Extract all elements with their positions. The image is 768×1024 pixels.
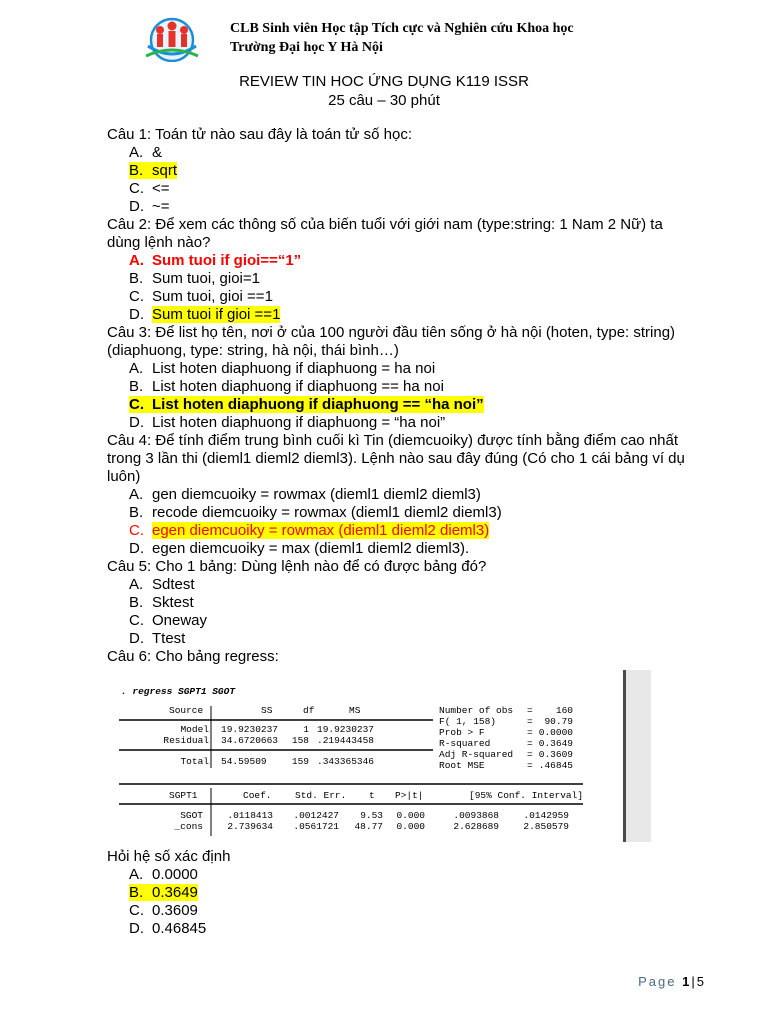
stat-value: 0.0000: [538, 727, 573, 738]
anova-cell: 159: [291, 756, 309, 767]
option-c: C. <=: [129, 180, 170, 197]
option-a-marked: A. Sum tuoi if gioi==“1”: [129, 252, 302, 269]
stat-eq: =: [527, 727, 533, 738]
coef-cell: 2.628689: [453, 821, 499, 832]
option-c-answer: C. egen diemcuoiky = rowmax (dieml1 dieml2 dieml3): [129, 522, 490, 539]
club-logo-icon: [138, 16, 206, 62]
stat-eq: =: [527, 716, 533, 727]
coef-cell: .0118413: [227, 810, 273, 821]
stat-value: 90.79: [544, 716, 573, 727]
stat-label: Root MSE: [439, 760, 485, 771]
anova-row-label: Total: [180, 756, 209, 767]
page-header: [138, 14, 638, 62]
option-b-answer: B. sqrt: [129, 162, 178, 179]
coef-cell: 2.739634: [227, 821, 273, 832]
stat-label: R-squared: [439, 738, 491, 749]
coef-header: Std. Err.: [295, 790, 347, 801]
option-c: C. Oneway: [129, 612, 208, 629]
coef-header: P>|t|: [395, 790, 424, 801]
coef-cell: 9.53: [360, 810, 383, 821]
stat-eq: =: [527, 749, 533, 760]
document-title: [0, 72, 768, 110]
coef-cell: 2.850579: [523, 821, 569, 832]
coef-cell: 48.77: [354, 821, 383, 832]
option-d: D. List hoten diaphuong if diaphuong = “ha noi”: [129, 414, 446, 431]
option-b: B. recode diemcuoiky = rowmax (dieml1 dieml2 dieml3): [129, 504, 502, 521]
question-stem: Câu 2: Để xem các thông số của biến tuổi với giới nam (type:string: 1 Nam 2 Nữ) ta dùng lệnh nào?: [107, 216, 663, 251]
option-d: D. 0.46845: [129, 920, 207, 937]
option-a: A. List hoten diaphuong if diaphuong = ha noi: [129, 360, 436, 377]
anova-row-label: Residual: [163, 735, 209, 746]
question-6: [107, 648, 687, 938]
question-4: [107, 432, 687, 558]
option-a: A. &: [129, 144, 163, 161]
page-number: 1: [682, 974, 690, 989]
option-c-answer: C. List hoten diaphuong if diaphuong == “ha noi”: [129, 396, 484, 413]
coef-cell: .0093868: [453, 810, 499, 821]
anova-header-ms: MS: [349, 705, 361, 716]
page-footer: [638, 973, 704, 991]
anova-row-label: Model: [180, 724, 209, 735]
question-3: [107, 324, 687, 432]
question-5: [107, 558, 687, 648]
page-total: 5: [696, 974, 704, 989]
anova-cell: 19.9230237: [317, 724, 375, 735]
coef-cell: 0.000: [396, 821, 425, 832]
coef-row-label: _cons: [174, 821, 203, 832]
question-2: [107, 216, 687, 324]
question-stem: Câu 4: Để tính điểm trung bình cuối kì Tin (diemcuoiky) được tính bằng điểm cao nhất trong 3 lần thi (dieml1 dieml2 dieml3). Lệnh nào sau đây đúng (Có cho 1 cái bảng ví dụ luôn): [107, 432, 685, 485]
page-label: Page: [638, 974, 677, 989]
anova-cell: 54.59509: [221, 756, 267, 767]
coef-cell: 0.000: [396, 810, 425, 821]
anova-cell: 158: [291, 735, 309, 746]
university-name: Trường Đại học Y Hà Nội: [230, 40, 383, 55]
option-d: D. ~=: [129, 198, 170, 215]
question-6-followup-stem: Hỏi hệ số xác định: [107, 848, 231, 865]
question-stem: Câu 1: Toán tử nào sau đây là toán tử số học:: [107, 126, 413, 143]
anova-cell: .343365346: [317, 756, 375, 767]
anova-header-source: Source: [169, 705, 204, 716]
title-line-2: 25 câu – 30 phút: [328, 92, 440, 109]
stat-label: Number of obs: [439, 705, 514, 716]
option-b: B. List hoten diaphuong if diaphuong == ha noi: [129, 378, 444, 395]
anova-cell: 19.9230237: [221, 724, 279, 735]
coef-header: t: [369, 790, 375, 801]
question-stem: Câu 5: Cho 1 bảng: Dùng lệnh nào để có được bảng đó?: [107, 558, 487, 575]
stat-value: .46845: [538, 760, 573, 771]
option-c: C. Sum tuoi, gioi ==1: [129, 288, 273, 305]
question-stem: Câu 3: Để list họ tên, nơi ở của 100 người đầu tiên sống ở hà nội (hoten, type: string) (diaphuong, type: string, hà nội, thái bình…): [107, 324, 676, 359]
option-b-answer: B. 0.3649: [129, 884, 198, 901]
stat-label: Adj R-squared: [439, 749, 514, 760]
coef-cell: .0142959: [523, 810, 569, 821]
coef-header: Coef.: [243, 790, 272, 801]
anova-header-df: df: [303, 705, 315, 716]
stat-value: 160: [555, 705, 573, 716]
question-list: [107, 126, 687, 938]
anova-cell: .219443458: [317, 735, 375, 746]
stat-eq: =: [527, 705, 533, 716]
option-a: A. 0.0000: [129, 866, 198, 883]
question-1: [107, 126, 687, 216]
page-separator: |: [691, 974, 695, 989]
question-stem: Câu 6: Cho bảng regress:: [107, 648, 279, 665]
coef-row-label: SGOT: [180, 810, 203, 821]
option-d: D. egen diemcuoiky = max (dieml1 dieml2 dieml3).: [129, 540, 470, 557]
option-a: A. gen diemcuoiky = rowmax (dieml1 dieml2 dieml3): [129, 486, 481, 503]
club-name: CLB Sinh viên Học tập Tích cực và Nghiên cứu Khoa học: [230, 21, 574, 36]
coef-cell: .0012427: [293, 810, 339, 821]
title-line-1: REVIEW TIN HOC ỨNG DỤNG K119 ISSR: [239, 73, 529, 90]
regress-output-table: [113, 670, 651, 842]
coef-cell: .0561721: [293, 821, 339, 832]
regress-command: . regress SGPT1 SGOT: [121, 686, 236, 697]
option-a: A. Sdtest: [129, 576, 195, 593]
option-b: B. Sum tuoi, gioi=1: [129, 270, 260, 287]
anova-cell: 34.6720663: [221, 735, 279, 746]
option-d: D. Ttest: [129, 630, 186, 647]
stat-label: Prob > F: [439, 727, 485, 738]
coef-header: SGPT1: [169, 790, 198, 801]
coef-header: [95% Conf. Interval]: [469, 790, 584, 801]
stat-eq: =: [527, 760, 533, 771]
stat-value: 0.3649: [538, 738, 573, 749]
option-b: B. Sktest: [129, 594, 194, 611]
option-c: C. 0.3609: [129, 902, 198, 919]
anova-header-ss: SS: [261, 705, 273, 716]
option-d-answer: D. Sum tuoi if gioi ==1: [129, 306, 281, 323]
stat-eq: =: [527, 738, 533, 749]
stat-value: 0.3609: [538, 749, 573, 760]
stat-label: F( 1, 158): [439, 716, 497, 727]
anova-cell: 1: [303, 724, 309, 735]
